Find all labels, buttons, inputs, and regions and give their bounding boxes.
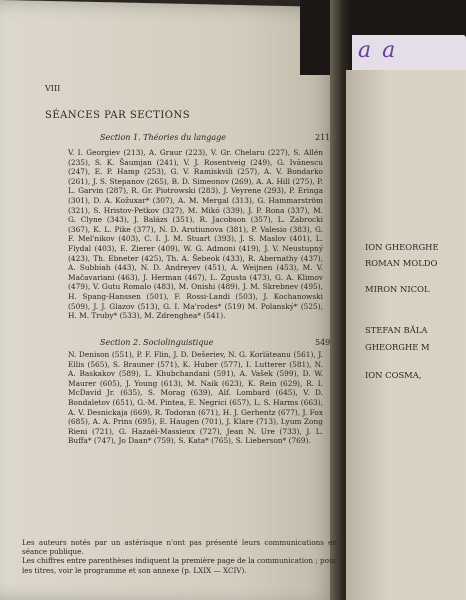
right-page-line-2: ROMAN MOLDO [365,258,438,268]
right-page-line-3: MIRON NICOL [365,284,430,294]
footnote-line-1: Les auteurs notés par un astérisque n'ont pas présenté leurs communications en séance publique. [22,538,337,557]
right-page-line-6: ION COSMA, [365,370,422,380]
right-page-line-1: ION GHEORGHE [365,242,439,252]
stamp-label-text: a a [358,38,398,63]
section-2-entries: N. Denison (551), P. F. Flin, J. D. Dešeriev, N. G. Korlăteanu (561), J. Ellis (565), S. Brauner (571), K. Huber (577), I. Lutterer (581), N. A. Baskakov (589), L. Khubchandani (591), A. Vašek (599), D. W. Maurer (605), J. Young (613), M. Naik (623), K. Rein (629), R. I. McDavid Jr. (635), S. Morag (639), Alf. Lombard (645), V. D. Bondaletov (651), G.-M. Pintea, E. Negrici (657), L. S. Harms (663), A. V. Desnickaja (669), R. Todoran (671), H. J. Gerhentz (677), J. Fox (685), A. A. Prins (695), E. Haugen (701), J. Klare (713), Lyum Zong Rieni (721), G. Hazaël-Massieux (727), Jean N. Ure (733), J. L. Buffa* (747), Jo Daan* (759), S. Kata* (765), S. Lieberson* (769). [68,350,323,446]
footnote [22,538,337,575]
stamp-label [348,35,466,73]
right-page-line-5: GHEORGHE M [365,342,430,352]
section-2-page: 549 [315,338,331,347]
page-heading: SÉANCES PAR SECTIONS [45,110,191,121]
footnote-line-2: Les chiffres entre parenthèses indiquent la première page de la communication ; pour les titres, voir le programme et son annexe (p. LXIX — XCIV). [22,556,337,575]
section-1-entries: V. I. Georgiev (213), A. Graur (223), V. Gr. Chelaru (227), S. Allén (235), S. K. Šaumjan (241), V. J. Rosentveig (249), G. Ivănescu (247), E. P. Hamp (253), G. V. Ramiskvili (257), A. V. Bondarko (261), J. S. Stepanov (265), B. D. Simeonov (269), A. A. Hill (275), P. L. Garvin (287), R. Gr. Piotrowski (283), J. Veyrene (293), P. Eringa (301), D. A. Kožuxar* (307), A. M. Mergal (313), G. Hammarström (321), S. Hristov-Petkov (327), M. Mikó (339), J. P. Rona (337), M. G. Clyne (343), J. Balázs (351), R. Jacobson (357), L. Zabrocki (367), K. L. Pike (377), N. D. Arutiunova (381), P. Valesio (383), G. F. Mel'nikov (403), C. I. J. M. Stuart (393), J. S. Maslov (401), L. Flydal (403), E. Zierer (409), W. G. Admoni (419), J. V. Neustupný (423), Th. Ebneter (425), Th. A. Šebeok (433), R. Abernathy (437), A. Subbiah (443), N. D. Andreyev (451), A. Weijnen (453), M. V. Mačavariani (463), J. Herman (467), L. Zgusta (473), G. A. Klimov (479), V. Gutu Romalo (483), M. Onishi (489), J. M. Skrebnev (495), H. Spang-Hanssen (501), F. Rossi-Landi (503), J. Kochanowski (509), J. J. Glazov (513), G. I. Ma'rodes* (519) M. Polanský* (525), H. M. Truby* (533), M. Zdrenghea* (541). [68,148,323,321]
section-1-title [100,133,331,142]
section-2-title-text: Section 2. Sociolinguistique [100,338,214,347]
page-number: VIII [45,84,61,93]
section-2-title [100,338,331,347]
right-book-page [346,70,466,600]
right-page-line-4: STEFAN BĂLA [365,325,428,335]
section-1-title-text: Section 1. Théories du langage [100,133,227,142]
section-1-page: 211 [315,133,331,142]
